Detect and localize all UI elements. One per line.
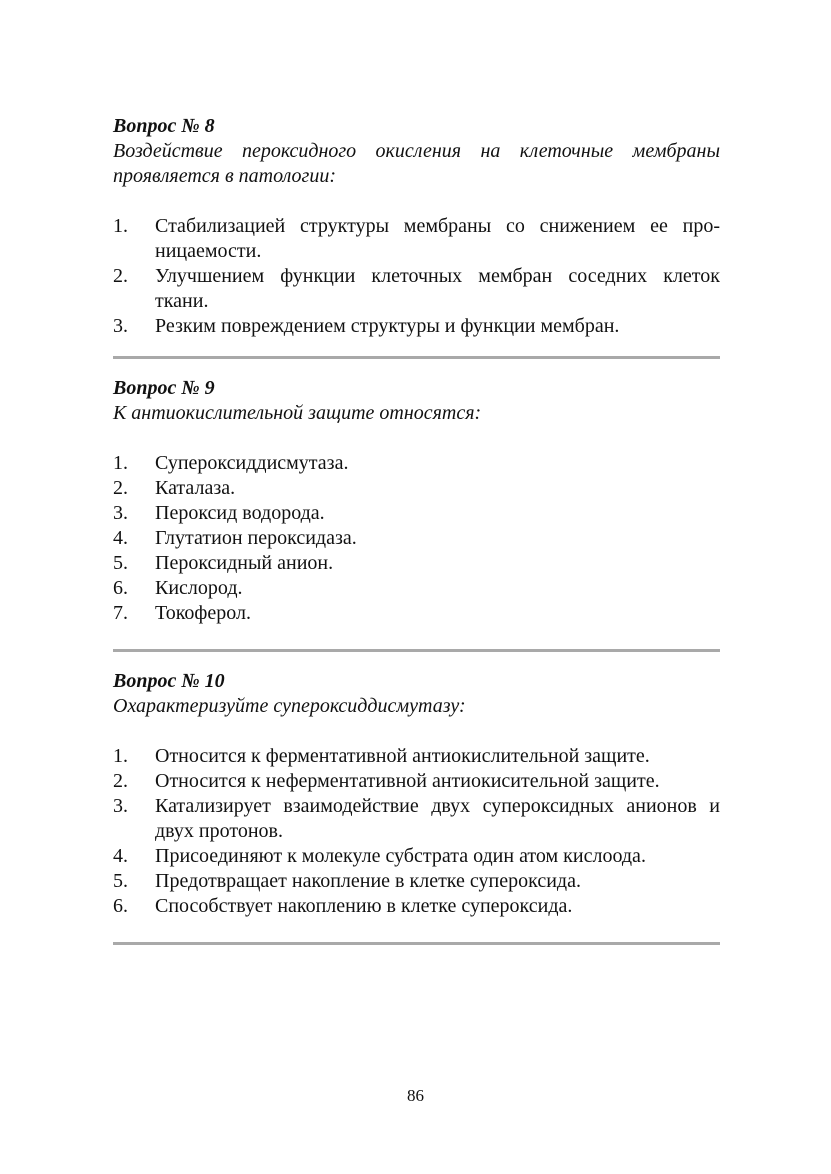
answer-number: 2. bbox=[113, 265, 128, 287]
answer-number: 7. bbox=[113, 602, 128, 624]
answer-text: Пероксидный анион. bbox=[155, 552, 334, 574]
answer-item bbox=[113, 844, 720, 869]
answer-item bbox=[113, 526, 720, 551]
question-text: Воздействие пероксидного окисления на клеточные мембраны проявляется в патологии: bbox=[113, 140, 720, 187]
answer-item bbox=[113, 551, 720, 576]
page-number: 86 bbox=[407, 1086, 424, 1105]
answer-text: Резким повреждением структуры и функции мембран. bbox=[155, 315, 620, 337]
answer-text: Катализирует взаимодействие двух супероксидных анионов и двух протонов. bbox=[155, 795, 720, 842]
section-divider bbox=[113, 356, 720, 359]
answer-number: 3. bbox=[113, 795, 128, 817]
answer-text: Супероксиддисмутаза. bbox=[155, 452, 349, 474]
question-8 bbox=[113, 114, 720, 339]
answer-item bbox=[113, 769, 720, 794]
answer-text: Присоединяют к молекуле субстрата один атом кислоода. bbox=[155, 845, 646, 867]
answer-text: Глутатион пероксидаза. bbox=[155, 527, 357, 549]
section-divider bbox=[113, 942, 720, 945]
question-9 bbox=[113, 376, 720, 626]
answer-text: Способствует накоплению в клетке супероксида. bbox=[155, 895, 573, 917]
section-divider bbox=[113, 649, 720, 652]
answer-item bbox=[113, 314, 720, 339]
answer-item bbox=[113, 451, 720, 476]
answer-number: 1. bbox=[113, 215, 128, 237]
answer-list bbox=[113, 451, 720, 626]
answer-item bbox=[113, 264, 720, 314]
answer-item bbox=[113, 214, 720, 264]
answer-number: 4. bbox=[113, 527, 128, 549]
answer-number: 3. bbox=[113, 315, 128, 337]
answer-number: 1. bbox=[113, 452, 128, 474]
answer-item bbox=[113, 794, 720, 844]
answer-number: 1. bbox=[113, 745, 128, 767]
answer-text: Стабилизацией структуры мембраны со снижением ее проницаемости. bbox=[155, 215, 720, 262]
answer-text: Относится к неферментативной антиокисительной защите. bbox=[155, 770, 660, 792]
answer-item bbox=[113, 894, 720, 919]
answer-number: 2. bbox=[113, 477, 128, 499]
question-text: К антиокислительной защите относятся: bbox=[113, 402, 482, 424]
answer-text: Предотвращает накопление в клетке супероксида. bbox=[155, 870, 581, 892]
answer-text: Токоферол. bbox=[155, 602, 251, 624]
answer-list bbox=[113, 214, 720, 339]
question-text: Охарактеризуйте супероксиддисмутазу: bbox=[113, 695, 466, 717]
answer-number: 6. bbox=[113, 577, 128, 599]
answer-number: 3. bbox=[113, 502, 128, 524]
answer-item bbox=[113, 501, 720, 526]
question-title: Вопрос № 9 bbox=[113, 377, 215, 399]
answer-text: Каталаза. bbox=[155, 477, 236, 499]
answer-number: 2. bbox=[113, 770, 128, 792]
answer-item bbox=[113, 869, 720, 894]
answer-list bbox=[113, 744, 720, 919]
answer-item bbox=[113, 476, 720, 501]
answer-text: Пероксид водорода. bbox=[155, 502, 325, 524]
answer-number: 5. bbox=[113, 552, 128, 574]
answer-item bbox=[113, 744, 720, 769]
answer-number: 4. bbox=[113, 845, 128, 867]
question-10 bbox=[113, 669, 720, 919]
answer-text: Улучшением функции клеточных мембран соседних клеток ткани. bbox=[155, 265, 720, 312]
page-content bbox=[113, 114, 720, 945]
question-title: Вопрос № 10 bbox=[113, 670, 225, 692]
answer-number: 6. bbox=[113, 895, 128, 917]
question-title: Вопрос № 8 bbox=[113, 115, 215, 137]
answer-text: Кислород. bbox=[155, 577, 243, 599]
answer-item bbox=[113, 576, 720, 601]
answer-item bbox=[113, 601, 720, 626]
answer-number: 5. bbox=[113, 870, 128, 892]
answer-text: Относится к ферментативной антиокислительной защите. bbox=[155, 745, 650, 767]
